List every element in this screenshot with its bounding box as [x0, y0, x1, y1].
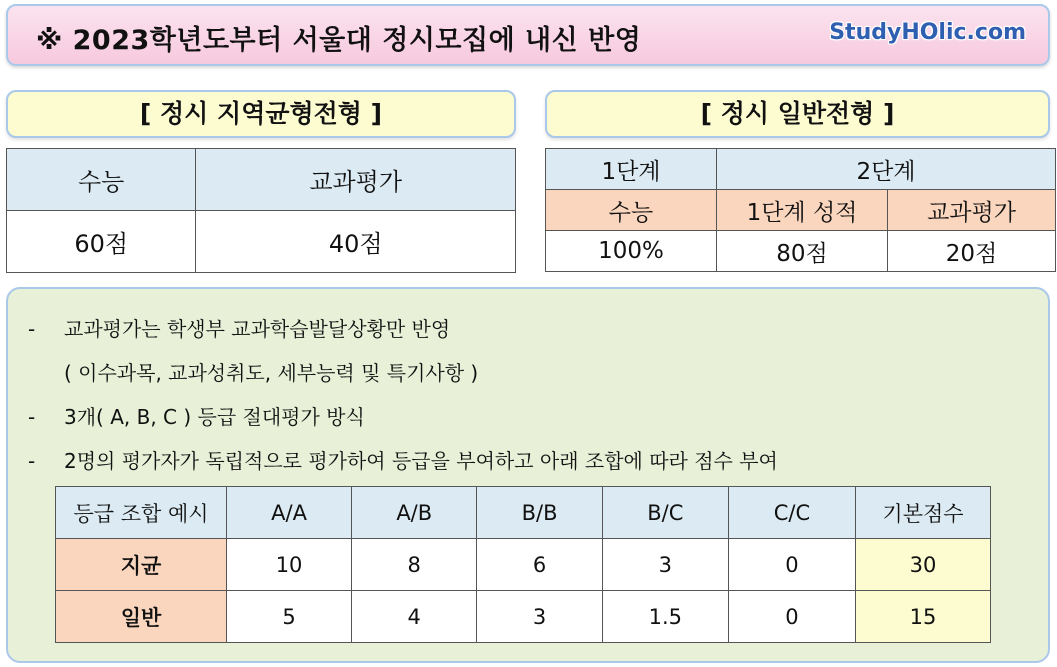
- grade-header: B/B: [477, 487, 602, 539]
- general-value-suneung: 100%: [546, 231, 717, 272]
- grade-header: A/B: [352, 487, 477, 539]
- grade-cell: 8: [352, 539, 477, 591]
- note-1: - 교과평가는 학생부 교과학습발달상황만 반영: [28, 317, 451, 341]
- grade-cell: 0: [728, 539, 855, 591]
- grade-table: [55, 486, 991, 643]
- grade-header: A/A: [227, 487, 352, 539]
- grade-cell: 3: [602, 539, 728, 591]
- regional-heading: [ 정시 지역균형전형 ]: [6, 90, 516, 138]
- base-score-cell: 15: [856, 591, 991, 643]
- grade-cell: 5: [227, 591, 352, 643]
- row-label-jigyun: 지균: [56, 539, 227, 591]
- general-stage2: 2단계: [717, 149, 1056, 190]
- general-sub-stage1-score: 1단계 성적: [717, 190, 888, 231]
- grade-header: 등급 조합 예시: [56, 487, 227, 539]
- grade-cell: 1.5: [602, 591, 728, 643]
- general-table: [545, 148, 1056, 272]
- grade-header: B/C: [602, 487, 728, 539]
- page-title: ※ 2023학년도부터 서울대 정시모집에 내신 반영: [36, 25, 642, 56]
- note-dash: -: [28, 405, 36, 429]
- regional-header-eval: 교과평가: [196, 149, 516, 211]
- grade-cell: 6: [477, 539, 602, 591]
- studyholic-logo: StudyHOlic.com: [829, 20, 1026, 45]
- grade-header: 기본점수: [856, 487, 991, 539]
- regional-header-suneung: 수능: [7, 149, 196, 211]
- general-heading: [ 정시 일반전형 ]: [545, 90, 1050, 138]
- grade-header: C/C: [728, 487, 855, 539]
- table-row: [56, 539, 991, 591]
- note-dash: -: [28, 317, 36, 341]
- grade-cell: 4: [352, 591, 477, 643]
- title-banner: [6, 4, 1050, 66]
- grade-cell: 3: [477, 591, 602, 643]
- note-2: - 3개( A, B, C ) 등급 절대평가 방식: [28, 405, 365, 429]
- regional-value-eval: 40점: [196, 211, 516, 273]
- general-stage1: 1단계: [546, 149, 717, 190]
- note-dash: -: [28, 449, 36, 473]
- regional-value-suneung: 60점: [7, 211, 196, 273]
- grade-cell: 0: [728, 591, 855, 643]
- row-label-general: 일반: [56, 591, 227, 643]
- grade-cell: 10: [227, 539, 352, 591]
- note-3: - 2명의 평가자가 독립적으로 평가하여 등급을 부여하고 아래 조합에 따라 점수 부여: [28, 449, 778, 473]
- general-value-stage1: 80점: [717, 231, 888, 272]
- base-score-cell: 30: [856, 539, 991, 591]
- general-sub-eval: 교과평가: [888, 190, 1056, 231]
- note-1-detail: ( 이수과목, 교과성취도, 세부능력 및 특기사항 ): [64, 361, 479, 385]
- general-value-eval: 20점: [888, 231, 1056, 272]
- table-row: [56, 591, 991, 643]
- regional-table: [6, 148, 516, 273]
- general-sub-suneung: 수능: [546, 190, 717, 231]
